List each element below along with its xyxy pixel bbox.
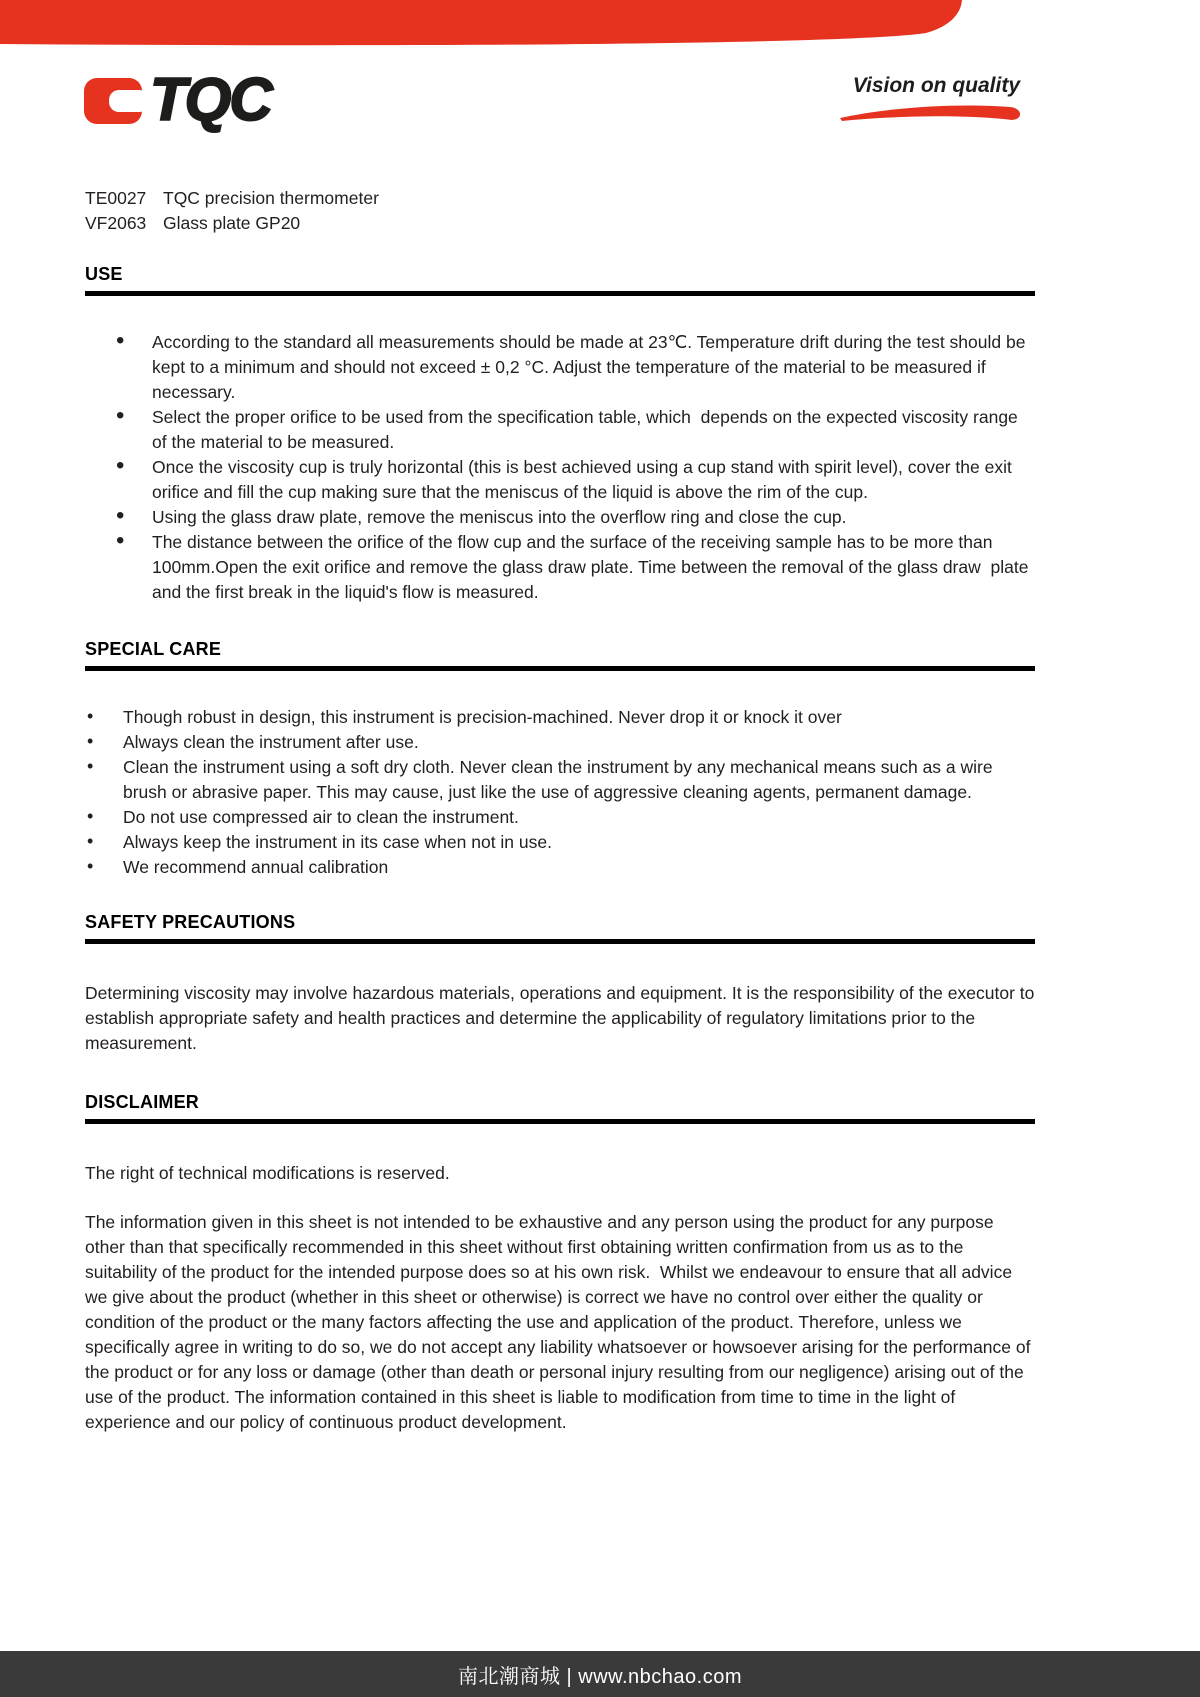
product-code: VF2063 (85, 213, 147, 233)
bullet-item: • The distance between the orifice of the flow cup and the surface of the receiving sample has to be more than 100mm.Open the exit orifice and remove the glass draw plate. Time between the removal of the glass draw plate and the first break in the liquid's flow is measured. (85, 530, 1035, 605)
product-code: TE0027 (85, 188, 147, 208)
section-title: USE (85, 264, 123, 284)
footer-text: 南北潮商城 | www.nbchao.com (457, 1665, 743, 1688)
bullet-item: • Though robust in design, this instrument is precision-machined. Never drop it or knock it over (85, 705, 1035, 730)
section-rule (85, 666, 1035, 671)
sections (85, 263, 1040, 1435)
section-rule (85, 939, 1035, 944)
paragraph: Determining viscosity may involve hazardous materials, operations and equipment. It is the responsibility of the executor to establish appropriate safety and health practices and determine the applicability of regulatory limitations prior to the measurement. (85, 983, 1040, 1053)
bullet-item: • Once the viscosity cup is truly horizontal (this is best achieved using a cup stand with spirit level), cover the exit orifice and fill the cup making sure that the meniscus of the liquid is above the rim of the cup. (85, 455, 1035, 505)
tagline-text: Vision on quality (852, 74, 1020, 97)
section-title: DISCLAIMER (85, 1092, 199, 1112)
bullet-item: • According to the standard all measurements should be made at 23℃. Temperature drift during the test should be kept to a minimum and should not exceed ± 0,2 °C. Adjust the temperature of the material to be measured if necessary. (85, 330, 1035, 405)
section-use (85, 263, 1035, 605)
tqc-logo-text: TQC (150, 66, 271, 133)
product-lines (85, 186, 1035, 236)
top-red-swoosh (0, 0, 1200, 52)
section-disclaimer (85, 1091, 1035, 1435)
bullet-list (85, 705, 1035, 880)
tqc-logo (82, 66, 279, 133)
product-line (85, 211, 1035, 236)
bullet-item: • Using the glass draw plate, remove the meniscus into the overflow ring and close the cup. (85, 505, 1035, 530)
product-name: TQC precision thermometer (163, 188, 379, 208)
footer-bar (0, 1651, 1200, 1697)
tqc-logo-icon (82, 71, 146, 129)
paragraph: The right of technical modifications is reserved. (85, 1163, 450, 1183)
tagline-block (830, 74, 1020, 126)
bullet-list (85, 330, 1035, 605)
section-rule (85, 291, 1035, 296)
document-content (85, 186, 1040, 1435)
bullet-item: • Select the proper orifice to be used from the specification table, which depends on the expected viscosity range of the material to be measured. (85, 405, 1035, 455)
bullet-item: • Clean the instrument using a soft dry cloth. Never clean the instrument by any mechanical means such as a wire brush or abrasive paper. This may cause, just like the use of aggressive cleaning agents, permanent damage. (85, 755, 1035, 805)
bullet-item: • Always keep the instrument in its case when not in use. (85, 830, 1035, 855)
section-special-care (85, 638, 1035, 880)
bullet-item: • Do not use compressed air to clean the instrument. (85, 805, 1035, 830)
product-line (85, 186, 1035, 211)
tagline-swoosh-icon (838, 102, 1030, 126)
bullet-item: • We recommend annual calibration (85, 855, 1035, 880)
paragraph: The information given in this sheet is not intended to be exhaustive and any person using the product for any purpose other than that specifically recommended in this sheet without first obtaining written confirmation from us as to the suitability of the product for the intended purpose does so at his own risk. Whilst we endeavour to ensure that all advice we give about the product (whether in this sheet or otherwise) is correct we have no control over either the quality or condition of the product or the many factors affecting the use and application of the product. Therefore, unless we specifically agree in writing to do so, we do not accept any liability whatsoever or howsoever arising for the performance of the product or for any loss or damage (other than death or personal injury resulting from our negligence) arising out of the use of the product. The information contained in this sheet is liable to modification from time to time in the light of experience and our policy of continuous product development. (85, 1212, 1036, 1432)
bullet-item: • Always clean the instrument after use. (85, 730, 1035, 755)
section-title: SPECIAL CARE (85, 639, 222, 659)
section-safety-precautions (85, 911, 1040, 1056)
section-title: SAFETY PRECAUTIONS (85, 912, 296, 932)
section-rule (85, 1119, 1035, 1124)
product-name: Glass plate GP20 (163, 213, 301, 233)
